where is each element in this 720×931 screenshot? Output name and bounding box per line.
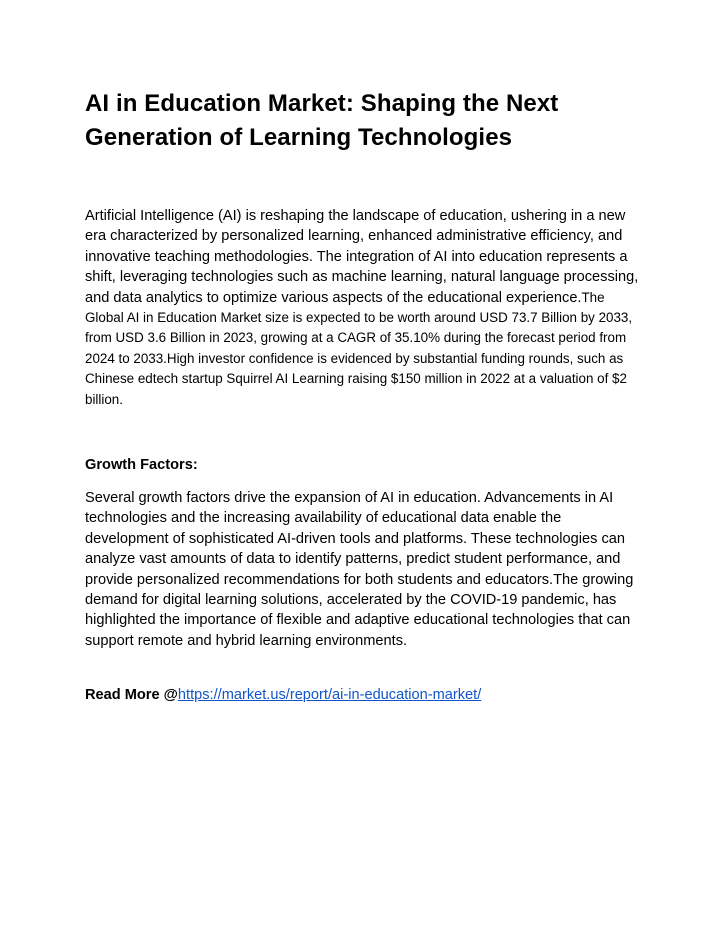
read-more-line: [85, 685, 481, 705]
read-more-label: Read More @: [85, 687, 178, 703]
growth-factors-heading: Growth Factors:: [85, 457, 198, 473]
intro-paragraph: [85, 206, 640, 410]
intro-text: Artificial Intelligence (AI) is reshaping the landscape of education, ushering in a new era characterized by personalized learning, enhanced administrative efficiency, and innovative teaching methodologies. The integration of AI into education represents a shift, leveraging technologies such as machine learning, natural language processing, and data analytics to optimize various aspects of the educational experience.: [85, 208, 639, 306]
growth-factors-paragraph: Several growth factors drive the expansion of AI in education. Advancements in AI technologies and the increasing availability of educational data enable the development of sophisticated AI-driven tools and platforms. These technologies can analyze vast amounts of data to identify patterns, predict student performance, and provide personalized recommendations for both students and educators.The growing demand for digital learning solutions, accelerated by the COVID-19 pandemic, has highlighted the importance of flexible and adaptive educational technologies that can support remote and hybrid learning environments.: [85, 490, 634, 649]
report-link[interactable]: https://market.us/report/ai-in-education-market/: [177, 687, 482, 703]
page-title: AI in Education Market: Shaping the Next Generation of Learning Technologies: [85, 90, 559, 151]
market-size-text: The Global AI in Education Market size is expected to be worth around USD 73.7 Billion by 2033, from USD 3.6 Billion in 2023, growing at a CAGR of 35.10% during the forecast period from 2024 to 2033.High investor confidence is evidenced by substantial funding rounds, such as Chinese edtech startup Squirrel AI Learning raising $150 million in 2022 at a valuation of $2 billion.: [85, 289, 633, 407]
